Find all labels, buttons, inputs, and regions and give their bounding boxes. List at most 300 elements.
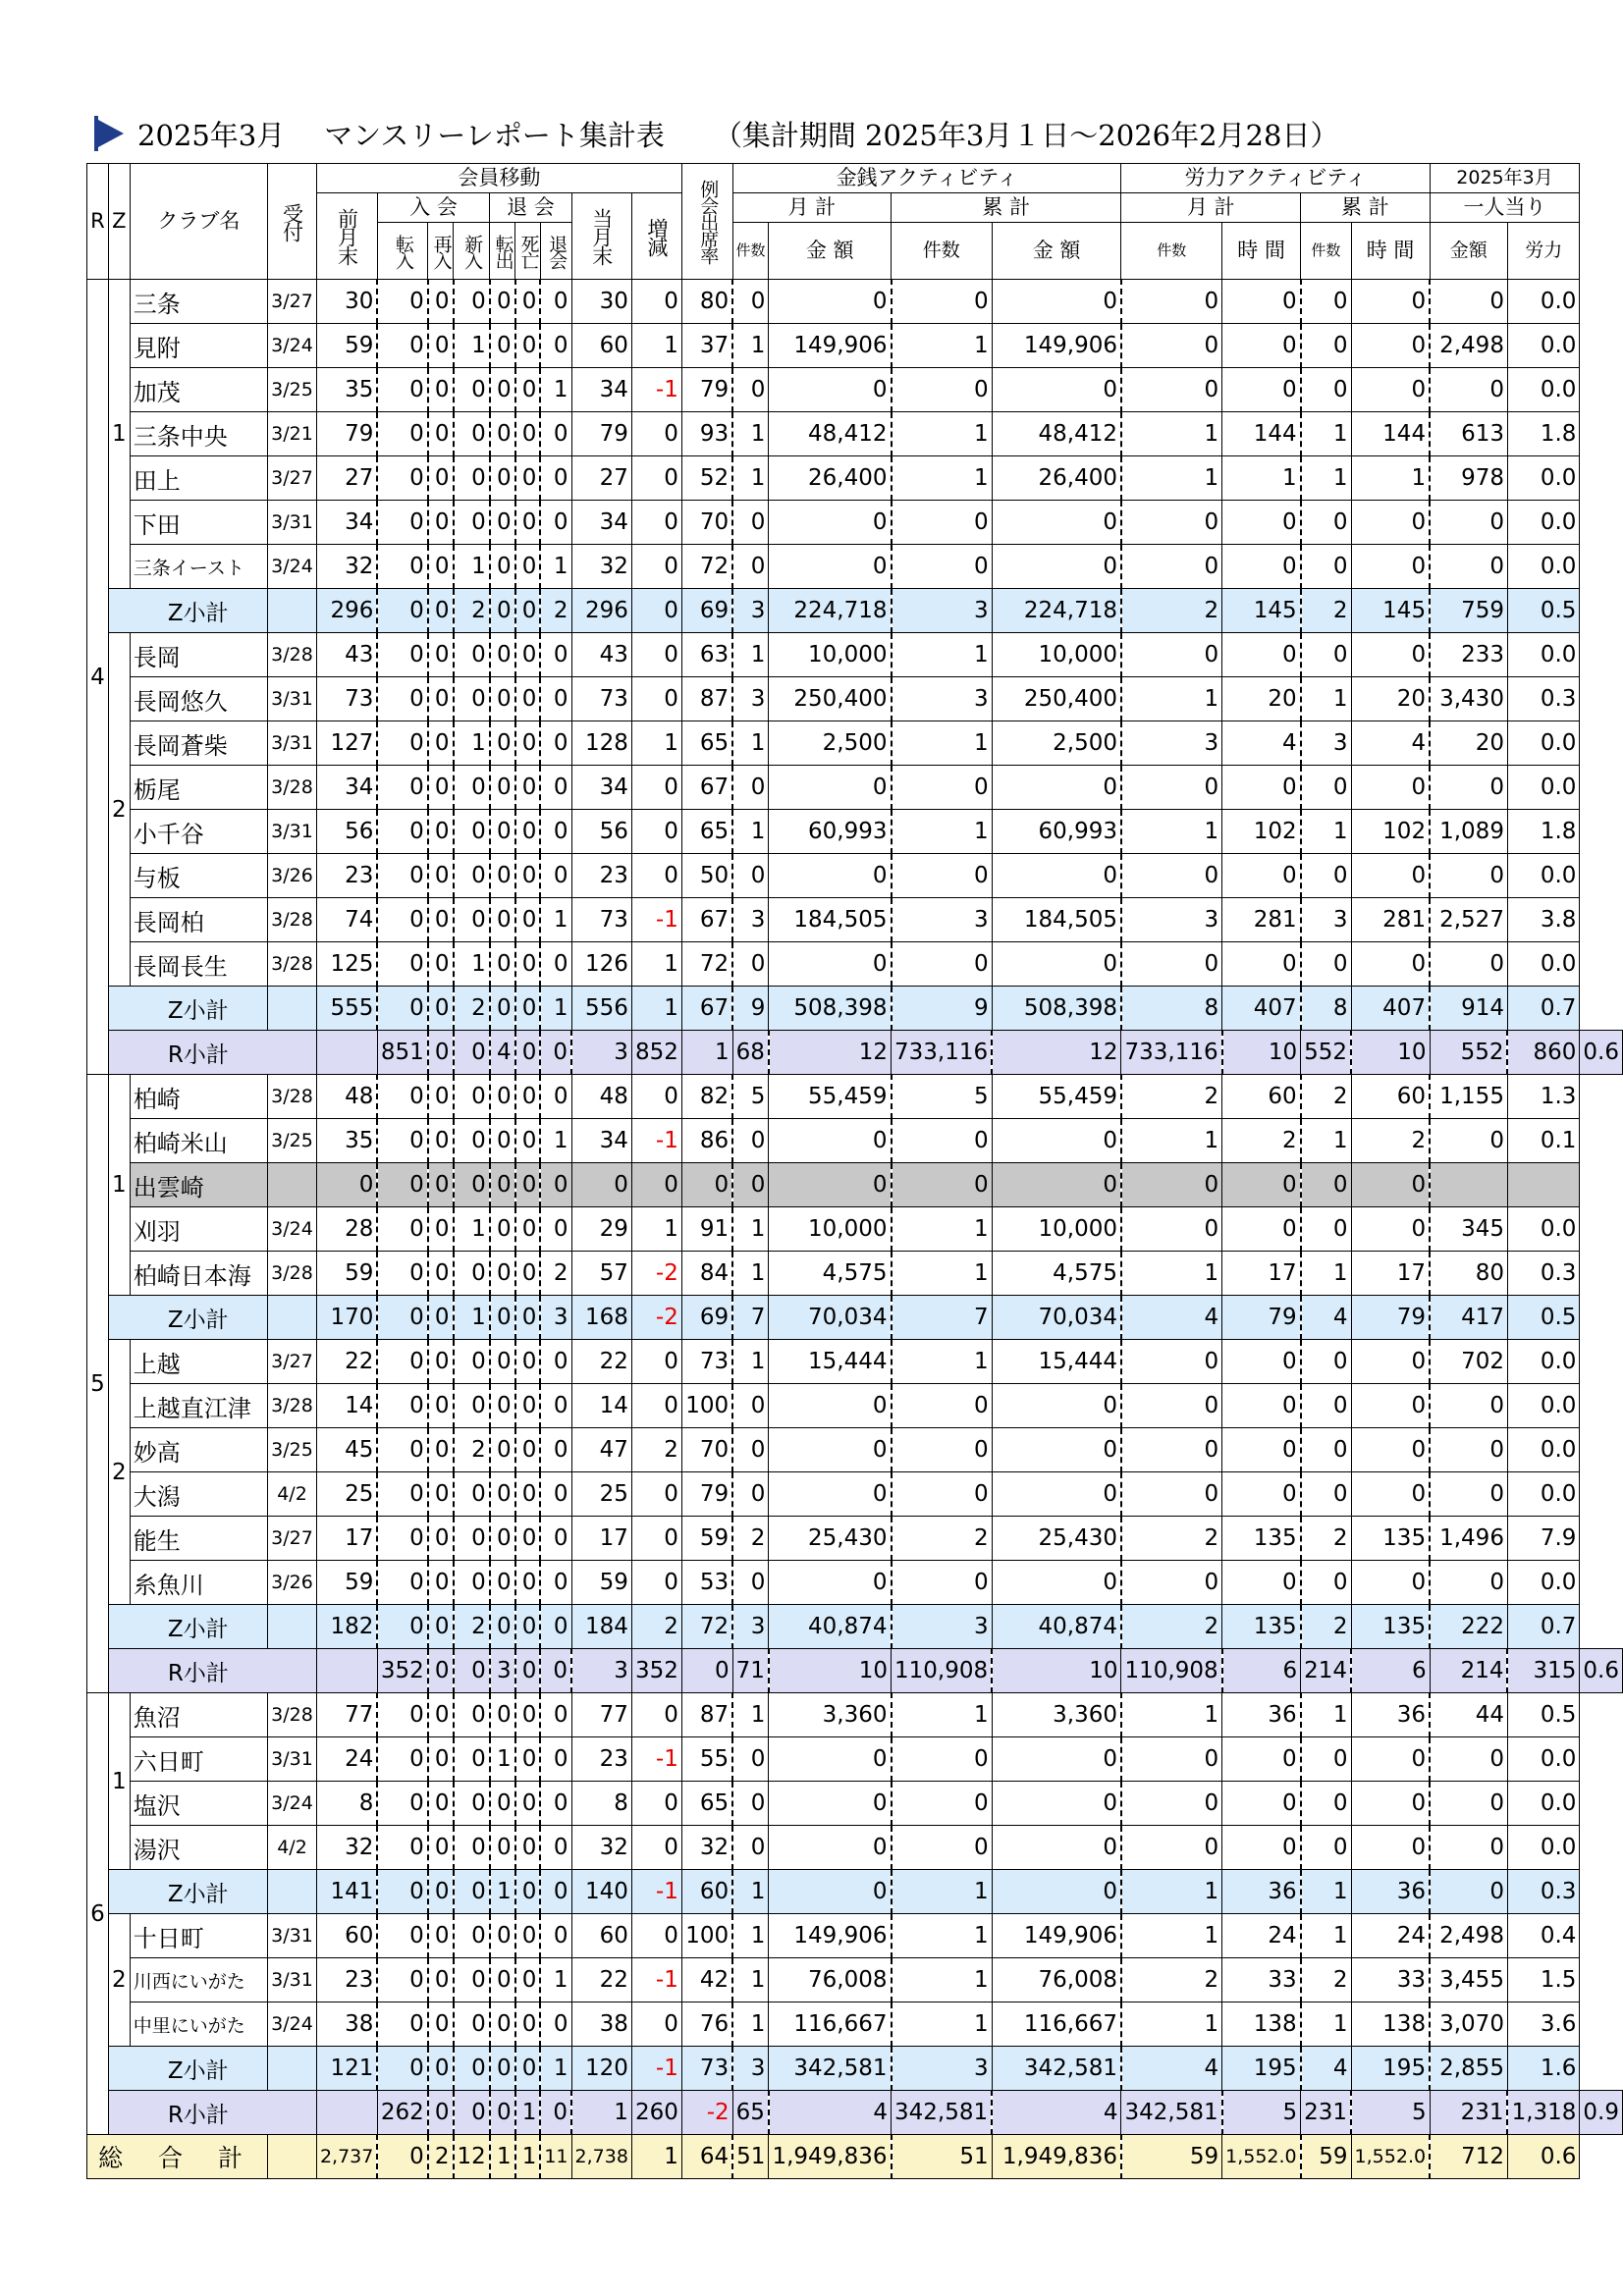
cell-value: 50 — [681, 854, 732, 898]
z-subtotal-row — [87, 1296, 1623, 1340]
cell-value: 0 — [428, 1737, 454, 1782]
table-row — [87, 2002, 1623, 2047]
cell-value: 1 — [732, 2002, 769, 2047]
cell-value: 552 — [1430, 1031, 1507, 1075]
cell-value: 0 — [1301, 280, 1351, 324]
received-date: 3/27 — [268, 280, 317, 324]
cell-value: 0.0 — [1507, 1472, 1579, 1517]
cell-value: 613 — [1430, 412, 1507, 456]
cell-value: 10 — [1222, 1031, 1301, 1075]
cell-value: 0 — [681, 1163, 732, 1207]
table-row — [87, 368, 1623, 412]
cell-value: 0 — [732, 1428, 769, 1472]
cell-value: 138 — [1351, 2002, 1430, 2047]
cell-value: 0 — [428, 1075, 454, 1119]
cell-value: 0 — [428, 1472, 454, 1517]
cell-value: 76,008 — [992, 1958, 1121, 2002]
cell-value: 0 — [892, 1472, 993, 1517]
cell-value: 0 — [377, 280, 427, 324]
cell-value: 352 — [631, 1649, 681, 1693]
cell-value: 1 — [892, 1207, 993, 1252]
cell-value: 79 — [1351, 1296, 1430, 1340]
cell-value: 0 — [454, 633, 490, 677]
cell-value: 38 — [571, 2002, 631, 2047]
cell-value: 0 — [428, 412, 454, 456]
cell-value: 48 — [316, 1075, 377, 1119]
cell-value: 0 — [1301, 766, 1351, 810]
cell-value: 72 — [681, 545, 732, 589]
cell-value: 32 — [571, 1826, 631, 1870]
cell-value: 0 — [1121, 501, 1222, 545]
cell-value: 1 — [892, 1914, 993, 1958]
cell-value: 1 — [454, 545, 490, 589]
cell-value: 0 — [631, 545, 681, 589]
cell-value: 34 — [316, 766, 377, 810]
cell-value: 0.0 — [1507, 942, 1579, 987]
cell-value: 0 — [515, 1472, 541, 1517]
cell-value: 60 — [1351, 1075, 1430, 1119]
cell-value: 73 — [681, 2047, 732, 2091]
cell-value: 4,575 — [992, 1252, 1121, 1296]
cell-value: 0.0 — [1507, 280, 1579, 324]
cell-value: 0 — [377, 1561, 427, 1605]
cell-value: 0 — [1430, 854, 1507, 898]
cell-value: 1.6 — [1507, 2047, 1579, 2091]
cell-value: 3,360 — [769, 1693, 892, 1737]
r-subtotal-label: R小計 — [108, 1649, 316, 1693]
cell-value: 0 — [769, 545, 892, 589]
club-name: 柏崎 — [130, 1075, 267, 1119]
z-group-label: 2 — [108, 1340, 130, 1605]
cell-value: 0 — [540, 1870, 571, 1914]
header-join-transfer: 転入 — [377, 223, 427, 280]
cell-value: 3 — [732, 1605, 769, 1649]
cell-value: 87 — [681, 677, 732, 721]
cell-value: 2 — [631, 1605, 681, 1649]
header-join-new: 新入 — [454, 223, 490, 280]
cell-value: 1 — [631, 324, 681, 368]
cell-value: 33 — [1222, 1958, 1301, 2002]
received-date: 3/31 — [268, 1914, 317, 1958]
r-subtotal-label: R小計 — [108, 2091, 316, 2135]
cell-value: 0 — [1121, 633, 1222, 677]
cell-value: 17 — [1222, 1252, 1301, 1296]
cell-value: 1 — [732, 456, 769, 501]
cell-value: 1,155 — [1430, 1075, 1507, 1119]
cell-value: 127 — [316, 721, 377, 766]
header-curr-end: 当月末 — [571, 193, 631, 280]
cell-value: 0 — [1121, 1384, 1222, 1428]
cell-value: 3 — [490, 1649, 515, 1693]
cell-value: 0 — [732, 1119, 769, 1163]
club-name: 長岡悠久 — [130, 677, 267, 721]
cell-value: 12 — [769, 1031, 892, 1075]
cell-value: 0 — [1222, 1340, 1301, 1384]
cell-value: 2 — [1301, 1075, 1351, 1119]
cell-value: 0 — [769, 1737, 892, 1782]
cell-value: 0 — [428, 1163, 454, 1207]
cell-value: 0 — [377, 412, 427, 456]
cell-value: 184,505 — [992, 898, 1121, 942]
received-date: 3/21 — [268, 412, 317, 456]
cell-value: 0 — [428, 456, 454, 501]
cell-value: 0 — [490, 987, 515, 1031]
cell-value: 0 — [377, 1384, 427, 1428]
cell-value: 3 — [732, 589, 769, 633]
cell-value: 0 — [515, 1340, 541, 1384]
cell-value: 0 — [490, 633, 515, 677]
cell-value: 0 — [892, 942, 993, 987]
cell-value: 0 — [428, 1958, 454, 2002]
received-date: 3/26 — [268, 1561, 317, 1605]
cell-value: 2,855 — [1430, 2047, 1507, 2091]
cell-value: 1 — [892, 412, 993, 456]
table-row — [87, 1075, 1623, 1119]
cell-value: 0 — [540, 2002, 571, 2047]
header-labor: 労力アクティビティ — [1121, 164, 1430, 193]
cell-value: 1 — [1121, 412, 1222, 456]
cell-value: 0 — [769, 1782, 892, 1826]
cell-value: 79 — [681, 368, 732, 412]
cell-value: 0 — [631, 810, 681, 854]
cell-value: 76,008 — [769, 1958, 892, 2002]
club-name: 長岡蒼柴 — [130, 721, 267, 766]
cell-value: 0 — [992, 1163, 1121, 1207]
cell-value: 0 — [490, 1163, 515, 1207]
header-leave-quit: 退会 — [540, 223, 571, 280]
cell-value: 27 — [571, 456, 631, 501]
cell-value: 0 — [377, 1075, 427, 1119]
cell-value: 0 — [892, 501, 993, 545]
cell-value: 1 — [732, 1870, 769, 1914]
cell-value: 60 — [681, 1870, 732, 1914]
cell-value: 0 — [540, 1075, 571, 1119]
cell-value: 1 — [454, 942, 490, 987]
cell-value: 0 — [681, 1649, 732, 1693]
cell-value: 0 — [454, 1031, 490, 1075]
cell-value: 0 — [992, 501, 1121, 545]
z-subtotal-row — [87, 987, 1623, 1031]
cell-value: 0 — [1301, 545, 1351, 589]
cell-value: 0 — [992, 368, 1121, 412]
cell-value: 0 — [892, 1163, 993, 1207]
cell-value: 0 — [428, 1119, 454, 1163]
cell-value: 214 — [1301, 1649, 1351, 1693]
cell-value: 0 — [540, 1472, 571, 1517]
cell-value: 0 — [631, 1693, 681, 1737]
cell-value: 0 — [1351, 854, 1430, 898]
cell-value: 0.0 — [1507, 721, 1579, 766]
cell-value: 0 — [1121, 368, 1222, 412]
cell-value: 0 — [1301, 1737, 1351, 1782]
cell-value: 0 — [631, 1782, 681, 1826]
cell-value: 0 — [1301, 1340, 1351, 1384]
cell-value: 0 — [490, 1782, 515, 1826]
cell-value: 0 — [1430, 766, 1507, 810]
cell-value: 0 — [454, 677, 490, 721]
cell-value: 1,949,836 — [769, 2135, 892, 2179]
received-date: 3/28 — [268, 766, 317, 810]
club-name: 六日町 — [130, 1737, 267, 1782]
received-date: 4/2 — [268, 1826, 317, 1870]
cell-value: 0 — [490, 721, 515, 766]
received-date — [316, 2091, 377, 2135]
cell-value: 65 — [681, 721, 732, 766]
cell-value: 1 — [631, 1207, 681, 1252]
cell-value: 0 — [454, 1384, 490, 1428]
cell-value: 0 — [992, 1384, 1121, 1428]
cell-value: 281 — [1351, 898, 1430, 942]
cell-value: 0 — [454, 1252, 490, 1296]
cell-value: 2 — [454, 1605, 490, 1649]
cell-value: 0 — [428, 1561, 454, 1605]
r-subtotal-row — [87, 1031, 1623, 1075]
cell-value: 1 — [1301, 810, 1351, 854]
cell-value: 0 — [515, 456, 541, 501]
received-date: 3/24 — [268, 1207, 317, 1252]
cell-value: 0 — [490, 412, 515, 456]
cell-value: 0 — [454, 2047, 490, 2091]
cell-value: 3 — [571, 1031, 631, 1075]
cell-value: 10 — [1351, 1031, 1430, 1075]
cell-value: 110,908 — [1121, 1649, 1222, 1693]
cell-value: 0 — [732, 942, 769, 987]
cell-value: 0 — [428, 501, 454, 545]
cell-value: 79 — [316, 412, 377, 456]
cell-value: 0 — [732, 280, 769, 324]
cell-value: 20 — [1222, 677, 1301, 721]
cell-value: 55 — [681, 1737, 732, 1782]
cell-value: 57 — [571, 1252, 631, 1296]
cell-value: 45 — [316, 1428, 377, 1472]
received-date — [268, 589, 317, 633]
r-subtotal-row — [87, 2091, 1623, 2135]
header-leave-death: 死亡 — [515, 223, 541, 280]
cell-value: 0 — [428, 1693, 454, 1737]
cell-value: 0 — [377, 1605, 427, 1649]
cell-value: 0 — [732, 1737, 769, 1782]
cell-value: 0 — [631, 280, 681, 324]
header-leave: 退 会 — [490, 193, 571, 223]
cell-value: 0 — [1430, 501, 1507, 545]
cell-value: 0 — [732, 501, 769, 545]
cell-value: 70,034 — [769, 1296, 892, 1340]
cell-value: 36 — [1222, 1693, 1301, 1737]
cell-value: 1,552.0 — [1222, 2135, 1301, 2179]
cell-value: 1 — [631, 2135, 681, 2179]
received-date: 3/27 — [268, 456, 317, 501]
cell-value: 0 — [1430, 545, 1507, 589]
cell-value: 5 — [732, 1075, 769, 1119]
cell-value: 0 — [540, 1340, 571, 1384]
cell-value: 0 — [540, 1914, 571, 1958]
cell-value: 12 — [992, 1031, 1121, 1075]
header-labor-cumulative: 累 計 — [1301, 193, 1430, 223]
cell-value: 0 — [490, 898, 515, 942]
cell-value: 0 — [490, 854, 515, 898]
cell-value: 144 — [1222, 412, 1301, 456]
cell-value: 0 — [515, 854, 541, 898]
cell-value: 0 — [515, 1296, 541, 1340]
cell-value: 0 — [540, 942, 571, 987]
cell-value: 25 — [571, 1472, 631, 1517]
grand-total-label: 総 合 計 — [87, 2135, 268, 2179]
cell-value: 0 — [490, 1428, 515, 1472]
cell-value: 2 — [454, 987, 490, 1031]
cell-value: 0 — [515, 1870, 541, 1914]
cell-value: 0 — [490, 1693, 515, 1737]
cell-value: 2 — [732, 1517, 769, 1561]
cell-value: 1.5 — [1507, 1958, 1579, 2002]
cell-value: 4 — [769, 2091, 892, 2135]
cell-value: 0 — [428, 1517, 454, 1561]
cell-value: 0 — [515, 1826, 541, 1870]
cell-value: 0 — [377, 1428, 427, 1472]
cell-value: 0 — [515, 810, 541, 854]
cell-value: 0 — [490, 1296, 515, 1340]
cell-value: 0 — [631, 677, 681, 721]
received-date: 3/28 — [268, 942, 317, 987]
table-row — [87, 633, 1623, 677]
cell-value: 0 — [490, 2002, 515, 2047]
cell-value: 65 — [732, 2091, 769, 2135]
cell-value: 3,430 — [1430, 677, 1507, 721]
club-name: 見附 — [130, 324, 267, 368]
received-date: 3/28 — [268, 898, 317, 942]
cell-value: 978 — [1430, 456, 1507, 501]
cell-value: 20 — [1351, 677, 1430, 721]
cell-value: 0 — [631, 766, 681, 810]
cell-value: 0 — [454, 2002, 490, 2047]
cell-value: 32 — [316, 1826, 377, 1870]
cell-value: 0 — [454, 854, 490, 898]
cell-value: 0 — [1351, 1782, 1430, 1826]
cell-value: 138 — [1222, 2002, 1301, 2047]
cell-value: 0 — [631, 1914, 681, 1958]
cell-value: 0 — [769, 854, 892, 898]
cell-value: 24 — [1222, 1914, 1301, 1958]
cell-value: 30 — [571, 280, 631, 324]
cell-value: 0 — [515, 368, 541, 412]
cell-value: 0 — [515, 412, 541, 456]
cell-value: 0 — [1222, 501, 1301, 545]
cell-value: 71 — [732, 1649, 769, 1693]
cell-value: 40,874 — [769, 1605, 892, 1649]
cell-value: 26,400 — [992, 456, 1121, 501]
received-date: 3/24 — [268, 2002, 317, 2047]
cell-value: 0 — [540, 1782, 571, 1826]
cell-value: 0 — [992, 942, 1121, 987]
cell-value: 72 — [681, 1605, 732, 1649]
cell-value: 0 — [1351, 633, 1430, 677]
header-prev-end: 前月末 — [316, 193, 377, 280]
club-name: 妙高 — [130, 1428, 267, 1472]
cell-value: 34 — [316, 501, 377, 545]
cell-value: 44 — [1430, 1693, 1507, 1737]
cell-value: 4 — [1301, 2047, 1351, 2091]
cell-value: 260 — [631, 2091, 681, 2135]
cell-value: 0 — [1430, 280, 1507, 324]
cell-value: 140 — [571, 1870, 631, 1914]
cell-value: 1 — [1301, 1870, 1351, 1914]
cell-value: 0 — [377, 1914, 427, 1958]
cell-value: -1 — [631, 1737, 681, 1782]
cell-value: 1.8 — [1507, 412, 1579, 456]
cell-value: 0 — [1222, 766, 1301, 810]
cell-value: 52 — [681, 456, 732, 501]
cell-value: 1 — [1121, 1693, 1222, 1737]
cell-value: 0 — [515, 2047, 541, 2091]
cell-value: 0 — [1430, 1782, 1507, 1826]
cell-value: 0 — [377, 456, 427, 501]
cell-value: 5 — [892, 1075, 993, 1119]
r-subtotal-row — [87, 1649, 1623, 1693]
table-row — [87, 1428, 1623, 1472]
table-row — [87, 1119, 1623, 1163]
cell-value: 1.3 — [1507, 1075, 1579, 1119]
cell-value: 1 — [540, 987, 571, 1031]
cell-value: 0 — [992, 1826, 1121, 1870]
cell-value: 3 — [571, 1649, 631, 1693]
club-name: 出雲崎 — [130, 1163, 267, 1207]
table-row — [87, 942, 1623, 987]
cell-value: 0 — [428, 1870, 454, 1914]
table-row — [87, 1207, 1623, 1252]
cell-value: 28 — [316, 1207, 377, 1252]
cell-value: 0 — [1222, 942, 1301, 987]
cell-value: 3 — [892, 898, 993, 942]
cell-value: 1 — [515, 2091, 541, 2135]
cell-value: 0 — [428, 633, 454, 677]
received-date: 3/28 — [268, 1252, 317, 1296]
cell-value: 2 — [1121, 1517, 1222, 1561]
cell-value: 1 — [1222, 456, 1301, 501]
cell-value: 0 — [992, 1782, 1121, 1826]
cell-value: 70,034 — [992, 1296, 1121, 1340]
cell-value: 60 — [571, 324, 631, 368]
grand-total-row — [87, 2135, 1623, 2179]
cell-value: 0 — [490, 456, 515, 501]
cell-value: 315 — [1507, 1649, 1579, 1693]
header-money-cumulative: 累 計 — [892, 193, 1121, 223]
cell-value: 0 — [1301, 633, 1351, 677]
cell-value: 0 — [377, 1693, 427, 1737]
cell-value: 0 — [892, 1782, 993, 1826]
z-group-label: 1 — [108, 1693, 130, 1870]
header-per-amount: 金額 — [1430, 223, 1507, 280]
cell-value: 1 — [540, 1958, 571, 2002]
cell-value: 1 — [681, 1031, 732, 1075]
table-row — [87, 721, 1623, 766]
cell-value: 0 — [769, 942, 892, 987]
cell-value: 0 — [454, 501, 490, 545]
cell-value: 555 — [316, 987, 377, 1031]
cell-value: 0 — [515, 1207, 541, 1252]
cell-value: 0 — [1351, 1340, 1430, 1384]
cell-value: 1 — [490, 1870, 515, 1914]
cell-value: 0 — [515, 898, 541, 942]
cell-value: 0 — [992, 854, 1121, 898]
cell-value: 0 — [490, 677, 515, 721]
cell-value: 1 — [732, 412, 769, 456]
cell-value: 0 — [377, 1870, 427, 1914]
cell-value: 0 — [1351, 368, 1430, 412]
cell-value: 25,430 — [769, 1517, 892, 1561]
club-name: 刈羽 — [130, 1207, 267, 1252]
cell-value: 0 — [1222, 854, 1301, 898]
header-per-labor: 労力 — [1507, 223, 1579, 280]
cell-value: 1 — [732, 1207, 769, 1252]
